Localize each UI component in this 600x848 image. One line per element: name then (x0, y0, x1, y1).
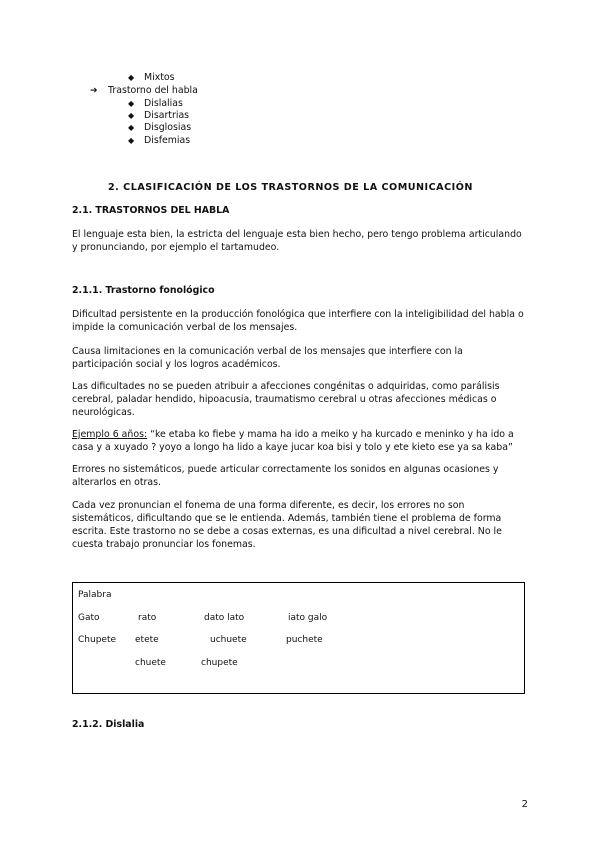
diamond-bullet-icon: ◆ (128, 73, 135, 82)
diamond-bullet-icon: ◆ (128, 123, 135, 132)
table-cell: rato (138, 613, 157, 623)
subsection-heading: 2.1.2. Dislalia (72, 719, 145, 730)
page-number: 2 (521, 799, 528, 810)
table-cell: chupete (201, 658, 238, 668)
example-table (72, 582, 525, 694)
paragraph: Dificultad persistente en la producción fonológica que interfiere con la inteligibilidad del habla o impide la comunicación verbal de los mensajes. (72, 309, 524, 333)
table-cell: Chupete (78, 635, 117, 645)
table-cell: dato lato (204, 613, 245, 623)
subsection-heading: 2.1. TRASTORNOS DEL HABLA (72, 205, 230, 216)
list-item-trastorno-habla: ➔ Trastorno del habla (90, 85, 198, 96)
table-cell: uchuete (210, 635, 247, 645)
table-cell: puchete (286, 635, 323, 645)
subsection-heading: 2.1.1. Trastorno fonológico (72, 285, 215, 296)
example-text: “ke etaba ko fiebe y mama ha ido a meiko y ha kurcado e meninko y ha ido a casa y a xuyado ? yoyo a longo ha lido a kaye jucar koa bisi y tolo y ete kieto ese ya sa kaba” (72, 429, 514, 453)
example-label: Ejemplo 6 años: (72, 429, 148, 440)
table-cell: iato galo (288, 613, 328, 623)
diamond-bullet-icon: ◆ (128, 111, 135, 120)
paragraph: El lenguaje esta bien, la estricta del lenguaje esta bien hecho, pero tengo problema articulando y pronunciando, por ejemplo el tartamudeo. (72, 229, 522, 253)
list-item-disfemias: ◆ Disfemias (128, 135, 191, 146)
list-item-mixtos: ◆ Mixtos (128, 72, 175, 83)
example-paragraph (72, 428, 524, 454)
table-header: Palabra (78, 590, 112, 600)
table-cell: Gato (78, 613, 100, 623)
diamond-bullet-icon: ◆ (128, 136, 135, 145)
paragraph: Las dificultades no se pueden atribuir a afecciones congénitas o adquiridas, como parálisis cerebral, paladar hendido, hipoacusia, traumatismo cerebral u otras afecciones médicas o neurológicas. (72, 381, 500, 418)
table-cell: etete (135, 635, 159, 645)
list-item-disglosias: ◆ Disglosias (128, 122, 192, 133)
paragraph: Errores no sistemáticos, puede articular correctamente los sonidos en algunas ocasiones y alterarlos en otras. (72, 464, 499, 488)
paragraph: Causa limitaciones en la comunicación verbal de los mensajes que interfiere con la participación social y los logros académicos. (72, 346, 463, 370)
diamond-bullet-icon: ◆ (128, 99, 135, 108)
section-heading: 2. CLASIFICACIÓN DE LOS TRASTORNOS DE LA COMUNICACIÓN (108, 182, 473, 193)
table-cell: chuete (135, 658, 166, 668)
arrow-bullet-icon: ➔ (90, 86, 98, 96)
paragraph: Cada vez pronuncian el fonema de una forma diferente, es decir, los errores no son sistemáticos, dificultando que se le entienda. Además, también tiene el problema de forma escrita. Este trastorno no se debe a cosas externas, es una dificultad a nivel cerebral. No le cuesta trabajo pronunciar los fonemas. (72, 500, 502, 550)
list-item-disartrias: ◆ Disartrias (128, 110, 190, 121)
list-item-dislalias: ◆ Dislalias (128, 98, 183, 109)
